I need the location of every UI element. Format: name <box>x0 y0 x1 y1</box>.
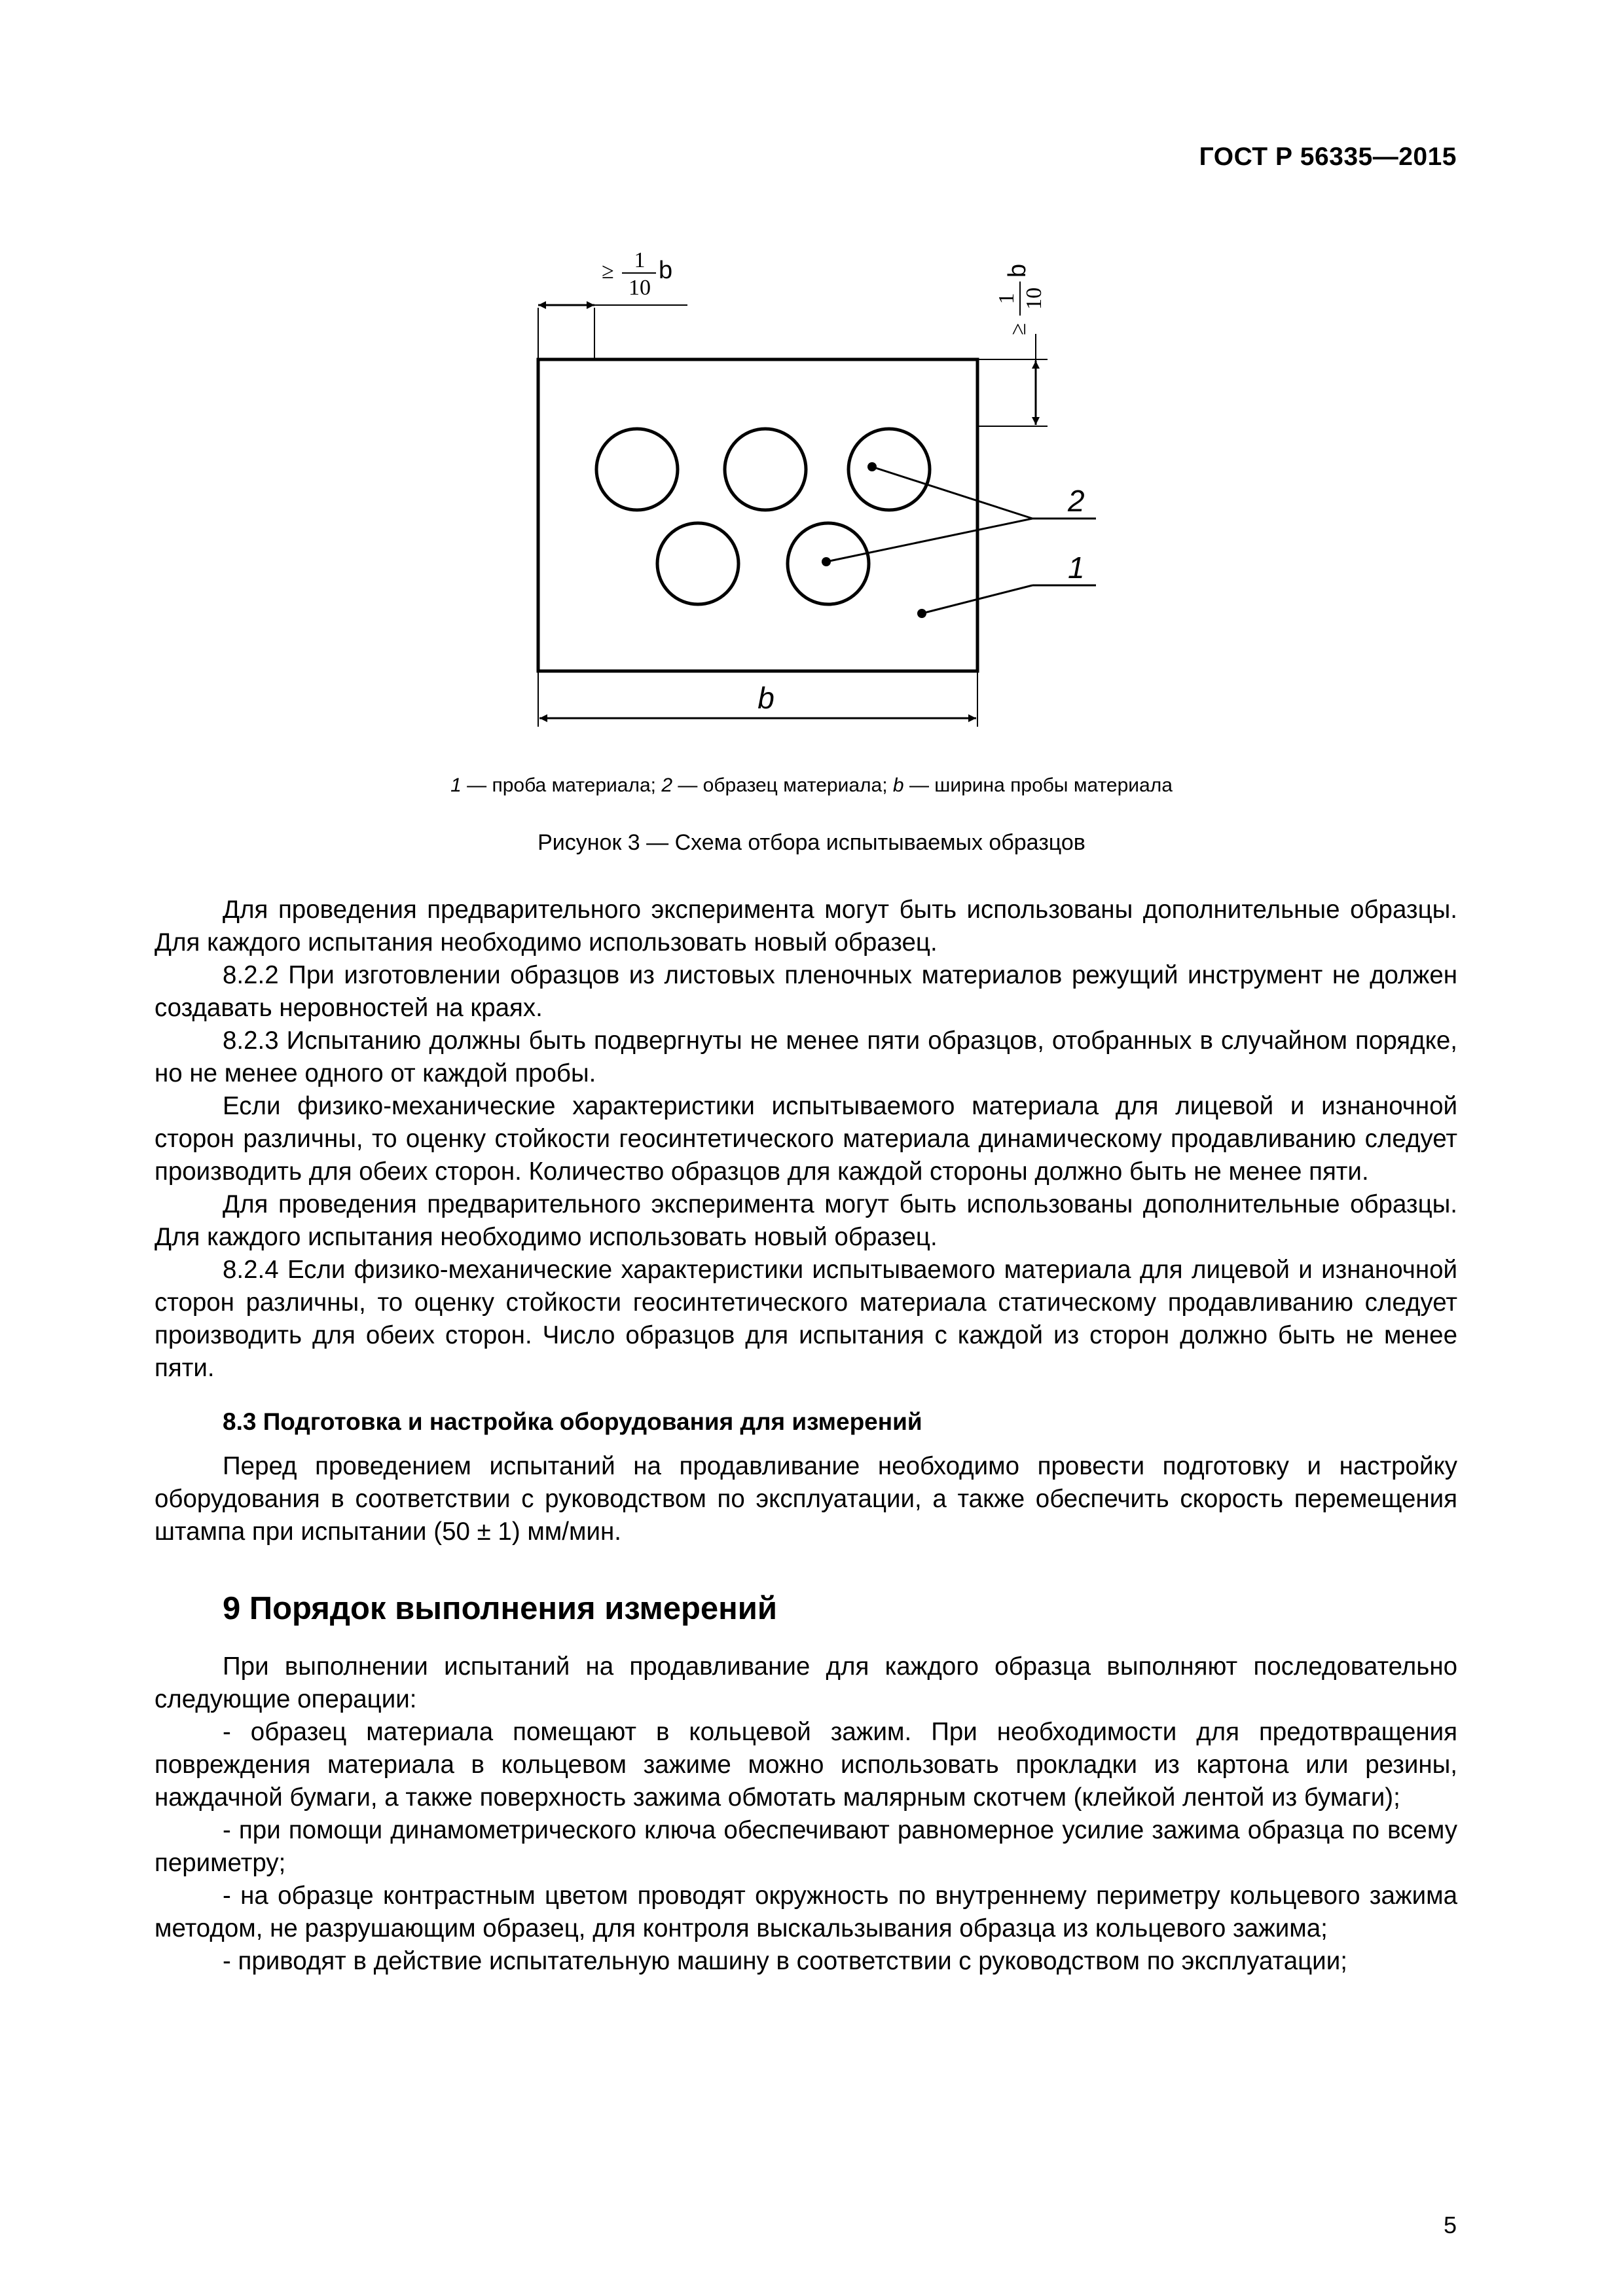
page-number: 5 <box>1443 2212 1457 2238</box>
sample-circle <box>725 429 806 510</box>
document-code: ГОСТ Р 56335—2015 <box>1199 143 1457 171</box>
legend-text-1: — проба материала; <box>461 774 662 796</box>
paragraph: 8.2.4 Если физико-механические характеристики испытываемого материала для лицевой и изнаночной сторон различны, то оценку стойкости геосинтетического материала статическому продавливанию следует производить для обеих сторон. Число образцов для испытания с каждой из сторон должно быть не менее пяти. <box>155 1256 1457 1382</box>
right-dim-ge: ≥ <box>1006 323 1030 335</box>
sampling-diagram <box>511 249 1133 753</box>
callout-2-leader <box>826 519 1032 562</box>
paragraph: Для проведения предварительного эксперимента могут быть использованы дополнительные образцы. Для каждого испытания необходимо использовать новый образец. <box>155 1190 1457 1251</box>
legend-num-2: 2 <box>661 774 672 796</box>
legend-var-b: b <box>892 774 904 796</box>
paragraph: 8.2.2 При изготовлении образцов из листовых пленочных материалов режущий инструмент не должен создавать неровностей на краях. <box>155 961 1457 1022</box>
list-item: - образец материала помещают в кольцевой зажим. При необходимости для предотвращения повреждения материала в кольцевом зажиме можно использовать прокладки из картона или резины, наждачной бумаги, а также поверхность зажима обмотать малярным скотчем (клейкой лентой из бумаги); <box>155 1718 1457 1812</box>
sample-circle <box>848 429 930 510</box>
callout-1-label: 1 <box>1068 551 1085 585</box>
list-item: - на образце контрастным цветом проводят окружность по внутреннему периметру кольцевого зажима методом, не разрушающим образец, для контроля выскальзывания образца из кольцевого зажима; <box>155 1882 1457 1942</box>
section-8-3-heading: 8.3 Подготовка и настройка оборудования для измерений <box>223 1408 922 1435</box>
paragraph: 8.2.3 Испытанию должны быть подвергнуты не менее пяти образцов, отобранных в случайном порядке, но не менее одного от каждой пробы. <box>155 1027 1457 1087</box>
top-dim-var: b <box>659 257 673 284</box>
top-dim-ge: ≥ <box>602 259 614 283</box>
legend-text-2: — образец материала; <box>672 774 893 796</box>
list-item: - приводят в действие испытательную машину в соответствии с руководством по эксплуатации; <box>223 1947 1347 1975</box>
legend-text-b: — ширина пробы материала <box>903 774 1173 796</box>
right-dim-var: b <box>1004 263 1031 278</box>
section-9-intro: При выполнении испытаний на продавливание для каждого образца выполняют последовательно следующие операции: <box>155 1652 1457 1713</box>
sample-circle <box>657 523 739 604</box>
paragraph: Если физико-механические характеристики испытываемого материала для лицевой и изнаночной сторон различны, то оценку стойкости геосинтетического материала динамическому продавливанию следует производить для обеих сторон. Количество образцов для каждой стороны должно быть не менее пяти. <box>155 1092 1457 1186</box>
sample-rectangle <box>538 359 977 671</box>
sample-circle <box>596 429 678 510</box>
callout-2-label: 2 <box>1068 484 1085 518</box>
document-body <box>155 894 1457 1978</box>
right-dim-num: 1 <box>994 293 1019 304</box>
right-dim-label <box>994 264 1046 335</box>
section-9-heading: 9 Порядок выполнения измерений <box>223 1591 778 1626</box>
section-8-3-text: Перед проведением испытаний на продавливание необходимо провести подготовку и настройку оборудования в соответствии с руководством по эксплуатации, а также обеспечить скорость перемещения штампа при испытании (50 ± 1) мм/мин. <box>155 1452 1457 1546</box>
legend-num-1: 1 <box>450 774 462 796</box>
right-dim-den: 10 <box>1022 287 1046 310</box>
figure-caption: Рисунок 3 — Схема отбора испытываемых образцов <box>538 830 1085 855</box>
top-dim-num: 1 <box>634 249 646 272</box>
list-item: - при помощи динамометрического ключа обеспечивают равномерное усилие зажима образца по всему периметру; <box>155 1816 1457 1877</box>
bottom-dim-label: b <box>757 681 775 715</box>
top-dim-den: 10 <box>629 276 651 300</box>
figure-legend <box>0 774 1623 797</box>
paragraph: Для проведения предварительного эксперимента могут быть использованы дополнительные образцы. Для каждого испытания необходимо использовать новый образец. <box>155 896 1457 957</box>
